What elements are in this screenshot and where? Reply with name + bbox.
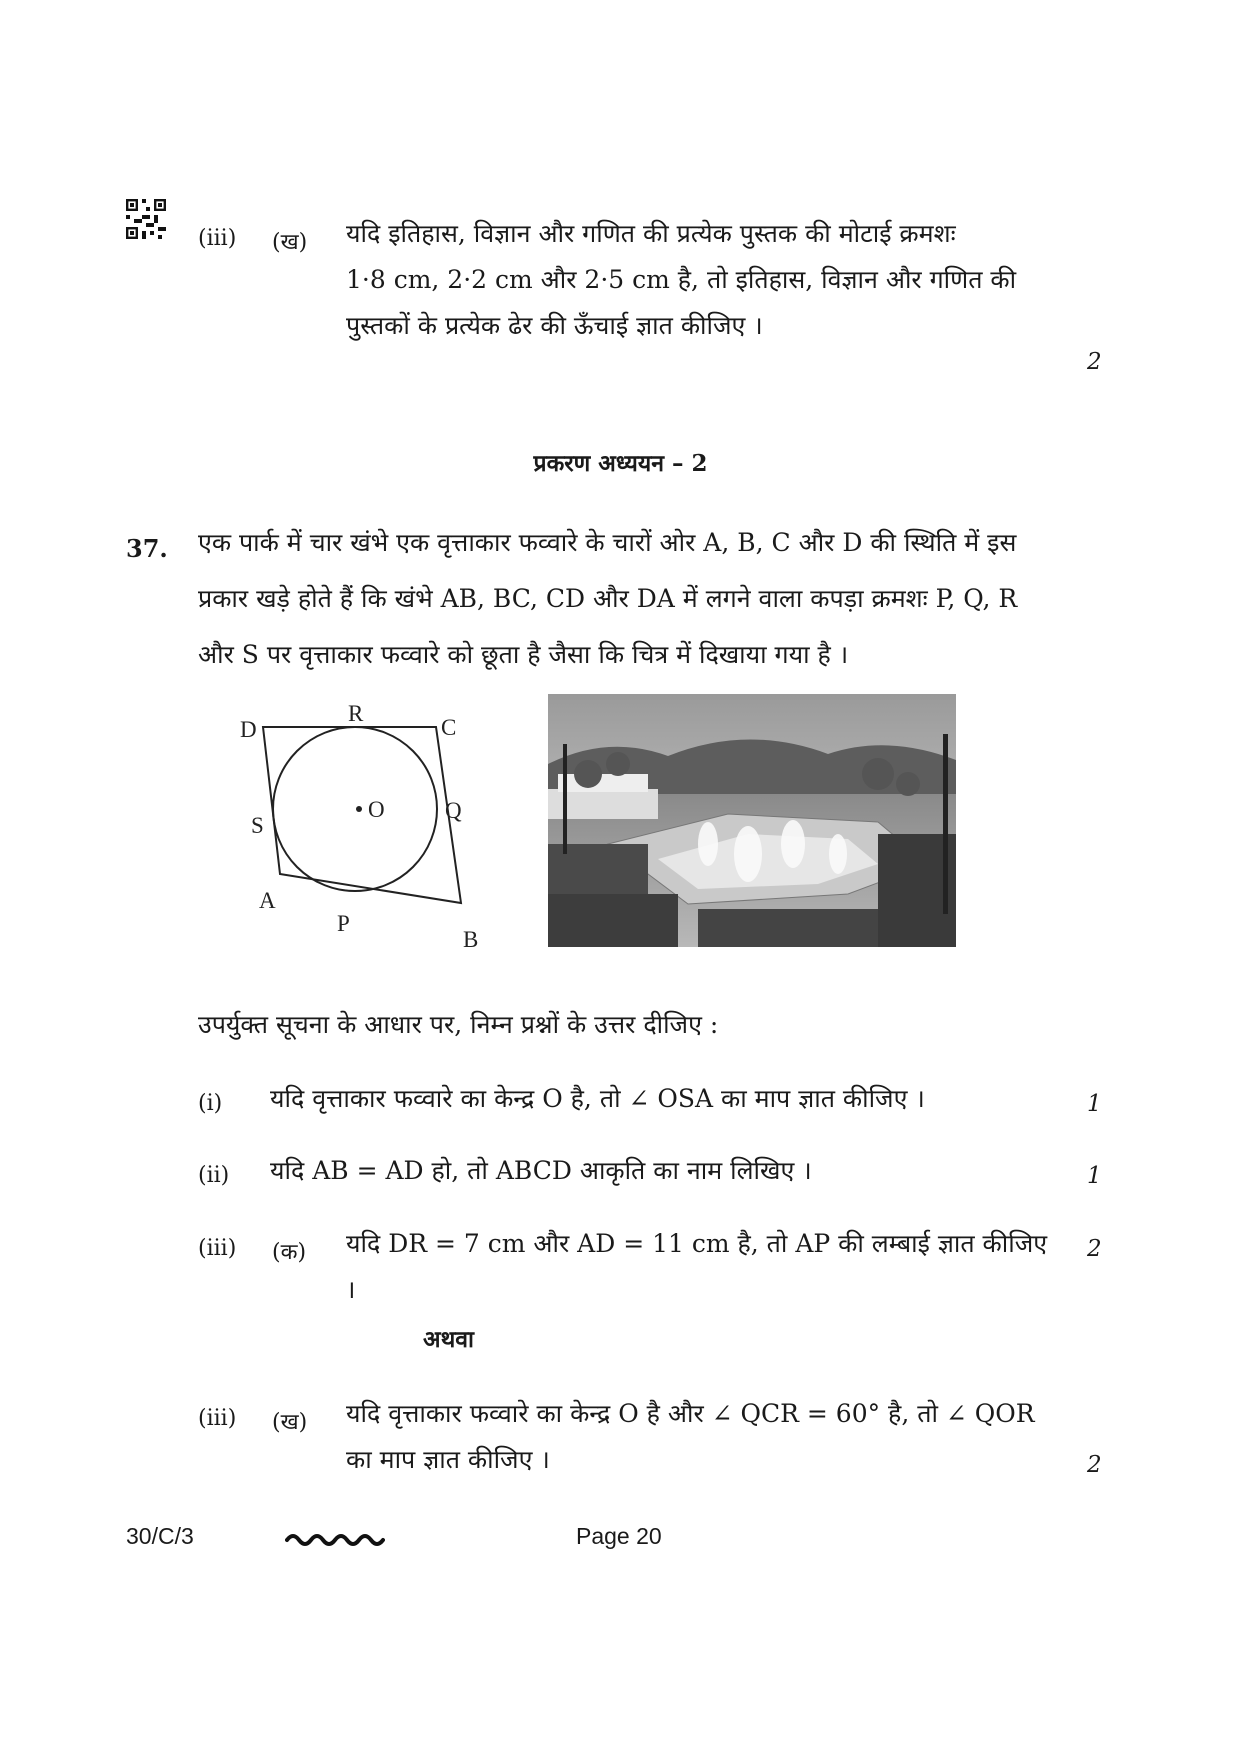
part-number: (ii) <box>198 1163 230 1188</box>
wave-ornament-icon <box>285 1528 385 1548</box>
park-fountain-photo <box>548 694 956 947</box>
label-o: O <box>368 797 385 822</box>
question-text-line: यदि वृत्ताकार फव्वारे का केन्द्र O है, तो ∠ OSA का माप ज्ञात कीजिए । <box>270 1084 925 1113</box>
question-text-line: प्रकार खड़े होते हैं कि खंभे AB, BC, CD और DA में लगने वाला कपड़ा क्रमशः P, Q, R <box>198 584 1018 613</box>
part-number: (iii) <box>198 1236 237 1261</box>
question-text-line: यदि AB = AD हो, तो ABCD आकृति का नाम लिखिए । <box>270 1156 812 1185</box>
part-number: (iii) <box>198 1406 237 1431</box>
question-text-line: और S पर वृत्ताकार फव्वारे को छूता है जैसा कि चित्र में दिखाया गया है । <box>198 640 849 669</box>
part-number: (i) <box>198 1091 223 1116</box>
quadrilateral-abcd <box>263 727 461 903</box>
marks: 1 <box>1087 1163 1102 1189</box>
question-number: 37. <box>126 534 168 563</box>
label-r: R <box>348 703 364 726</box>
marks: 1 <box>1087 1091 1102 1117</box>
center-point <box>356 806 362 812</box>
question-text-line: का माप ज्ञात कीजिए । <box>346 1445 550 1474</box>
marks: 2 <box>1087 1452 1102 1478</box>
page-number: Page 20 <box>576 1523 662 1549</box>
label-s: S <box>251 813 264 838</box>
question-text-line: यदि वृत्ताकार फव्वारे का केन्द्र O है और ∠ QCR = 60° है, तो ∠ QOR <box>346 1399 1035 1428</box>
part-sub-label: (क) <box>272 1240 307 1265</box>
part-sub-label: (ख) <box>272 1410 308 1435</box>
part-number: (iii) <box>198 226 237 251</box>
paper-code: 30/C/3 <box>126 1523 194 1549</box>
instruction-text: उपर्युक्त सूचना के आधार पर, निम्न प्रश्नों के उत्तर दीजिए : <box>198 1010 719 1039</box>
question-text-line: यदि DR = 7 cm और AD = 11 cm है, तो AP की लम्बाई ज्ञात कीजिए । <box>346 1229 1048 1304</box>
question-text-line: 1·8 cm, 2·2 cm और 2·5 cm है, तो इतिहास, विज्ञान और गणित की <box>346 265 1017 294</box>
section-heading: प्रकरण अध्ययन – 2 <box>533 450 708 477</box>
label-c: C <box>441 715 457 740</box>
question-text-line: पुस्तकों के प्रत्येक ढेर की ऊँचाई ज्ञात कीजिए । <box>346 311 763 340</box>
or-separator: अथवा <box>423 1326 475 1353</box>
question-text-line: एक पार्क में चार खंभे एक वृत्ताकार फव्वारे के चारों ओर A, B, C और D की स्थिति में इस <box>198 528 1017 557</box>
label-b: B <box>463 927 479 952</box>
fountain-circle <box>273 727 437 891</box>
qr-code-icon <box>126 199 166 239</box>
label-a: A <box>259 888 276 913</box>
marks: 2 <box>1087 349 1102 375</box>
question-text-line: यदि इतिहास, विज्ञान और गणित की प्रत्येक पुस्तक की मोटाई क्रमशः <box>346 219 956 248</box>
label-d: D <box>240 717 257 742</box>
label-q: Q <box>445 798 462 823</box>
tangential-quadrilateral-diagram <box>235 703 495 963</box>
label-p: P <box>337 911 350 936</box>
marks: 2 <box>1087 1236 1102 1262</box>
part-sub-label: (ख) <box>272 230 308 255</box>
